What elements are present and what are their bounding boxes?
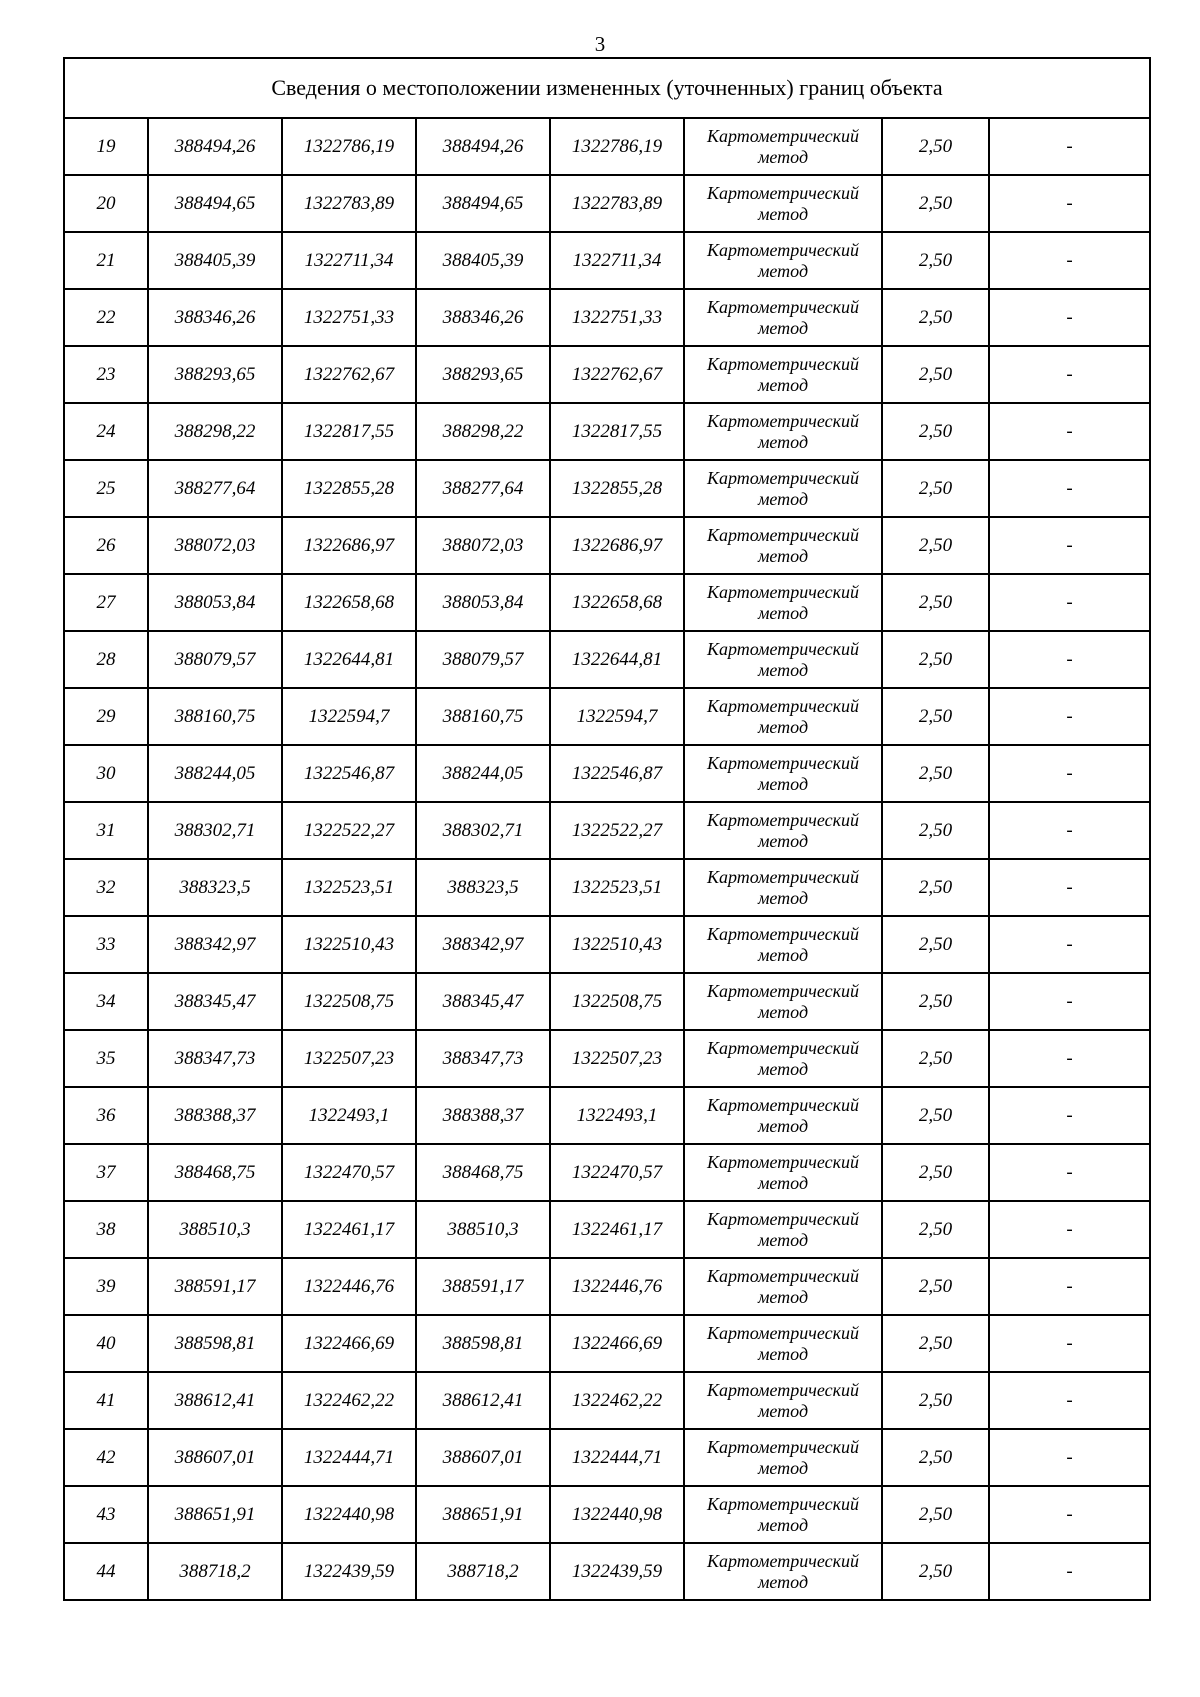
table-row [64,232,1150,289]
updated-x-cell: 388053,84 [416,574,550,631]
method-cell [684,1486,882,1543]
table-row [64,118,1150,175]
point-number-cell: 40 [64,1315,148,1372]
accuracy-cell: 2,50 [882,802,989,859]
method-line: метод [757,830,809,851]
accuracy-cell: 2,50 [882,1087,989,1144]
updated-x-cell: 388293,65 [416,346,550,403]
existing-y-cell: 1322783,89 [282,175,416,232]
existing-y-cell: 1322439,59 [282,1543,416,1600]
table-row [64,1372,1150,1429]
method-line: Картометрический [706,581,859,602]
note-cell: - [989,1486,1150,1543]
updated-y-cell: 1322510,43 [550,916,684,973]
method-cell [684,1372,882,1429]
updated-y-cell: 1322644,81 [550,631,684,688]
existing-x-cell: 388591,17 [148,1258,282,1315]
method-line: Картометрический [706,410,859,431]
updated-x-cell: 388342,97 [416,916,550,973]
updated-x-cell: 388591,17 [416,1258,550,1315]
updated-y-cell: 1322786,19 [550,118,684,175]
note-cell: - [989,745,1150,802]
point-number-cell: 20 [64,175,148,232]
existing-x-cell: 388405,39 [148,232,282,289]
updated-y-cell: 1322466,69 [550,1315,684,1372]
method-line: метод [757,1514,809,1535]
existing-y-cell: 1322462,22 [282,1372,416,1429]
existing-y-cell: 1322817,55 [282,403,416,460]
table-row [64,1486,1150,1543]
updated-x-cell: 388405,39 [416,232,550,289]
updated-x-cell: 388302,71 [416,802,550,859]
method-line: Картометрический [706,695,859,716]
table-row [64,802,1150,859]
method-line: Картометрический [706,467,859,488]
method-line: Картометрический [706,638,859,659]
existing-x-cell: 388347,73 [148,1030,282,1087]
method-cell [684,118,882,175]
accuracy-cell: 2,50 [882,916,989,973]
accuracy-cell: 2,50 [882,289,989,346]
updated-y-cell: 1322470,57 [550,1144,684,1201]
updated-y-cell: 1322817,55 [550,403,684,460]
method-line: метод [757,374,809,395]
method-line: Картометрический [706,239,859,260]
existing-y-cell: 1322546,87 [282,745,416,802]
table-row [64,1201,1150,1258]
updated-x-cell: 388468,75 [416,1144,550,1201]
method-cell [684,175,882,232]
point-number-cell: 26 [64,517,148,574]
method-line: метод [757,1571,809,1592]
boundary-coordinates-table [63,57,1151,1601]
updated-y-cell: 1322461,17 [550,1201,684,1258]
method-line: Картометрический [706,1208,859,1229]
point-number-cell: 25 [64,460,148,517]
accuracy-cell: 2,50 [882,1372,989,1429]
method-line: метод [757,1286,809,1307]
note-cell: - [989,403,1150,460]
note-cell: - [989,1030,1150,1087]
method-line: метод [757,773,809,794]
updated-x-cell: 388510,3 [416,1201,550,1258]
method-cell [684,1543,882,1600]
existing-y-cell: 1322644,81 [282,631,416,688]
table-body [64,118,1150,1600]
existing-x-cell: 388342,97 [148,916,282,973]
point-number-cell: 30 [64,745,148,802]
updated-x-cell: 388346,26 [416,289,550,346]
point-number-cell: 43 [64,1486,148,1543]
method-line: Картометрический [706,1037,859,1058]
method-line: метод [757,944,809,965]
method-line: метод [757,260,809,281]
note-cell: - [989,916,1150,973]
method-line: метод [757,602,809,623]
method-line: Картометрический [706,524,859,545]
existing-y-cell: 1322686,97 [282,517,416,574]
table-row [64,175,1150,232]
updated-y-cell: 1322508,75 [550,973,684,1030]
note-cell: - [989,973,1150,1030]
updated-x-cell: 388160,75 [416,688,550,745]
point-number-cell: 36 [64,1087,148,1144]
table-row [64,517,1150,574]
accuracy-cell: 2,50 [882,1486,989,1543]
point-number-cell: 38 [64,1201,148,1258]
method-line: Картометрический [706,296,859,317]
note-cell: - [989,1201,1150,1258]
point-number-cell: 37 [64,1144,148,1201]
point-number-cell: 22 [64,289,148,346]
updated-y-cell: 1322523,51 [550,859,684,916]
method-cell [684,460,882,517]
accuracy-cell: 2,50 [882,346,989,403]
accuracy-cell: 2,50 [882,460,989,517]
updated-x-cell: 388598,81 [416,1315,550,1372]
table-row [64,346,1150,403]
method-line: метод [757,716,809,737]
existing-x-cell: 388293,65 [148,346,282,403]
accuracy-cell: 2,50 [882,631,989,688]
note-cell: - [989,460,1150,517]
table-title: Сведения о местоположении измененных (уточненных) границ объекта [64,58,1150,118]
note-cell: - [989,232,1150,289]
existing-x-cell: 388244,05 [148,745,282,802]
table-row [64,1543,1150,1600]
existing-x-cell: 388079,57 [148,631,282,688]
existing-y-cell: 1322508,75 [282,973,416,1030]
method-line: Картометрический [706,1265,859,1286]
table-row [64,688,1150,745]
point-number-cell: 31 [64,802,148,859]
method-cell [684,346,882,403]
updated-y-cell: 1322507,23 [550,1030,684,1087]
accuracy-cell: 2,50 [882,688,989,745]
note-cell: - [989,1429,1150,1486]
existing-x-cell: 388494,26 [148,118,282,175]
table-row [64,859,1150,916]
accuracy-cell: 2,50 [882,859,989,916]
accuracy-cell: 2,50 [882,403,989,460]
updated-x-cell: 388323,5 [416,859,550,916]
note-cell: - [989,1315,1150,1372]
existing-x-cell: 388510,3 [148,1201,282,1258]
existing-x-cell: 388598,81 [148,1315,282,1372]
method-line: Картометрический [706,1493,859,1514]
table-row [64,1429,1150,1486]
updated-y-cell: 1322762,67 [550,346,684,403]
existing-y-cell: 1322658,68 [282,574,416,631]
method-line: Картометрический [706,1322,859,1343]
table-row [64,973,1150,1030]
updated-y-cell: 1322493,1 [550,1087,684,1144]
existing-y-cell: 1322523,51 [282,859,416,916]
existing-x-cell: 388718,2 [148,1543,282,1600]
existing-y-cell: 1322446,76 [282,1258,416,1315]
method-line: метод [757,1400,809,1421]
point-number-cell: 35 [64,1030,148,1087]
note-cell: - [989,175,1150,232]
accuracy-cell: 2,50 [882,1258,989,1315]
accuracy-cell: 2,50 [882,745,989,802]
point-number-cell: 24 [64,403,148,460]
updated-y-cell: 1322711,34 [550,232,684,289]
existing-y-cell: 1322461,17 [282,1201,416,1258]
existing-x-cell: 388160,75 [148,688,282,745]
updated-y-cell: 1322658,68 [550,574,684,631]
existing-y-cell: 1322786,19 [282,118,416,175]
updated-x-cell: 388388,37 [416,1087,550,1144]
note-cell: - [989,517,1150,574]
point-number-cell: 28 [64,631,148,688]
table-row [64,631,1150,688]
note-cell: - [989,802,1150,859]
table-row [64,460,1150,517]
method-line: метод [757,1058,809,1079]
method-cell [684,688,882,745]
existing-y-cell: 1322507,23 [282,1030,416,1087]
table-row [64,289,1150,346]
existing-x-cell: 388607,01 [148,1429,282,1486]
point-number-cell: 32 [64,859,148,916]
updated-x-cell: 388298,22 [416,403,550,460]
existing-x-cell: 388468,75 [148,1144,282,1201]
existing-x-cell: 388072,03 [148,517,282,574]
updated-y-cell: 1322783,89 [550,175,684,232]
updated-y-cell: 1322751,33 [550,289,684,346]
existing-y-cell: 1322510,43 [282,916,416,973]
method-cell [684,1429,882,1486]
point-number-cell: 27 [64,574,148,631]
existing-x-cell: 388494,65 [148,175,282,232]
method-cell [684,1315,882,1372]
method-cell [684,574,882,631]
note-cell: - [989,289,1150,346]
method-cell [684,403,882,460]
table-row [64,574,1150,631]
method-cell [684,517,882,574]
existing-x-cell: 388346,26 [148,289,282,346]
method-cell [684,859,882,916]
existing-x-cell: 388345,47 [148,973,282,1030]
updated-y-cell: 1322686,97 [550,517,684,574]
existing-x-cell: 388302,71 [148,802,282,859]
method-cell [684,232,882,289]
note-cell: - [989,1258,1150,1315]
accuracy-cell: 2,50 [882,1030,989,1087]
point-number-cell: 29 [64,688,148,745]
updated-x-cell: 388345,47 [416,973,550,1030]
updated-x-cell: 388607,01 [416,1429,550,1486]
table-row [64,1258,1150,1315]
method-line: метод [757,659,809,680]
method-line: метод [757,1457,809,1478]
updated-x-cell: 388651,91 [416,1486,550,1543]
point-number-cell: 39 [64,1258,148,1315]
existing-y-cell: 1322751,33 [282,289,416,346]
method-line: Картометрический [706,923,859,944]
method-line: Картометрический [706,809,859,830]
accuracy-cell: 2,50 [882,232,989,289]
method-line: Картометрический [706,866,859,887]
page-number: 3 [594,32,606,56]
method-line: Картометрический [706,125,859,146]
method-line: Картометрический [706,1379,859,1400]
table-title-row [64,58,1150,118]
method-line: Картометрический [706,980,859,1001]
updated-x-cell: 388072,03 [416,517,550,574]
point-number-cell: 33 [64,916,148,973]
existing-y-cell: 1322711,34 [282,232,416,289]
existing-y-cell: 1322493,1 [282,1087,416,1144]
method-cell [684,1201,882,1258]
table-row [64,745,1150,802]
note-cell: - [989,1087,1150,1144]
accuracy-cell: 2,50 [882,1429,989,1486]
accuracy-cell: 2,50 [882,1315,989,1372]
table-row [64,1315,1150,1372]
updated-x-cell: 388718,2 [416,1543,550,1600]
point-number-cell: 34 [64,973,148,1030]
updated-x-cell: 388079,57 [416,631,550,688]
method-line: Картометрический [706,752,859,773]
updated-y-cell: 1322522,27 [550,802,684,859]
updated-x-cell: 388347,73 [416,1030,550,1087]
existing-y-cell: 1322762,67 [282,346,416,403]
accuracy-cell: 2,50 [882,1201,989,1258]
note-cell: - [989,1372,1150,1429]
updated-x-cell: 388277,64 [416,460,550,517]
updated-y-cell: 1322855,28 [550,460,684,517]
method-line: метод [757,203,809,224]
point-number-cell: 19 [64,118,148,175]
accuracy-cell: 2,50 [882,574,989,631]
accuracy-cell: 2,50 [882,1543,989,1600]
table-row [64,403,1150,460]
table-row [64,1030,1150,1087]
method-line: Картометрический [706,1094,859,1115]
note-cell: - [989,688,1150,745]
method-line: метод [757,431,809,452]
point-number-cell: 44 [64,1543,148,1600]
existing-x-cell: 388612,41 [148,1372,282,1429]
method-line: метод [757,1115,809,1136]
point-number-cell: 42 [64,1429,148,1486]
note-cell: - [989,118,1150,175]
accuracy-cell: 2,50 [882,973,989,1030]
method-line: Картометрический [706,1436,859,1457]
updated-y-cell: 1322462,22 [550,1372,684,1429]
existing-x-cell: 388651,91 [148,1486,282,1543]
point-number-cell: 41 [64,1372,148,1429]
method-line: Картометрический [706,182,859,203]
existing-y-cell: 1322522,27 [282,802,416,859]
note-cell: - [989,346,1150,403]
method-cell [684,1087,882,1144]
existing-x-cell: 388277,64 [148,460,282,517]
table-row [64,1087,1150,1144]
note-cell: - [989,1144,1150,1201]
updated-y-cell: 1322440,98 [550,1486,684,1543]
existing-x-cell: 388053,84 [148,574,282,631]
accuracy-cell: 2,50 [882,175,989,232]
note-cell: - [989,1543,1150,1600]
method-line: Картометрический [706,1151,859,1172]
updated-y-cell: 1322446,76 [550,1258,684,1315]
updated-x-cell: 388494,65 [416,175,550,232]
method-line: метод [757,545,809,566]
existing-x-cell: 388323,5 [148,859,282,916]
point-number-cell: 21 [64,232,148,289]
method-line: метод [757,1001,809,1022]
existing-x-cell: 388298,22 [148,403,282,460]
method-cell [684,631,882,688]
existing-y-cell: 1322594,7 [282,688,416,745]
existing-y-cell: 1322440,98 [282,1486,416,1543]
note-cell: - [989,631,1150,688]
existing-y-cell: 1322470,57 [282,1144,416,1201]
updated-y-cell: 1322444,71 [550,1429,684,1486]
method-line: Картометрический [706,1550,859,1571]
existing-x-cell: 388388,37 [148,1087,282,1144]
method-line: метод [757,1172,809,1193]
point-number-cell: 23 [64,346,148,403]
table-row [64,916,1150,973]
updated-x-cell: 388612,41 [416,1372,550,1429]
method-cell [684,289,882,346]
updated-y-cell: 1322439,59 [550,1543,684,1600]
method-line: метод [757,488,809,509]
method-cell [684,1144,882,1201]
method-cell [684,802,882,859]
updated-x-cell: 388494,26 [416,118,550,175]
accuracy-cell: 2,50 [882,1144,989,1201]
table-row [64,1144,1150,1201]
method-line: метод [757,146,809,167]
method-cell [684,916,882,973]
method-line: метод [757,1229,809,1250]
accuracy-cell: 2,50 [882,517,989,574]
method-line: метод [757,317,809,338]
method-line: метод [757,887,809,908]
method-cell [684,1258,882,1315]
existing-y-cell: 1322855,28 [282,460,416,517]
note-cell: - [989,859,1150,916]
existing-y-cell: 1322444,71 [282,1429,416,1486]
note-cell: - [989,574,1150,631]
updated-x-cell: 388244,05 [416,745,550,802]
accuracy-cell: 2,50 [882,118,989,175]
method-cell [684,1030,882,1087]
existing-y-cell: 1322466,69 [282,1315,416,1372]
method-cell [684,973,882,1030]
updated-y-cell: 1322594,7 [550,688,684,745]
method-line: Картометрический [706,353,859,374]
method-cell [684,745,882,802]
updated-y-cell: 1322546,87 [550,745,684,802]
method-line: метод [757,1343,809,1364]
